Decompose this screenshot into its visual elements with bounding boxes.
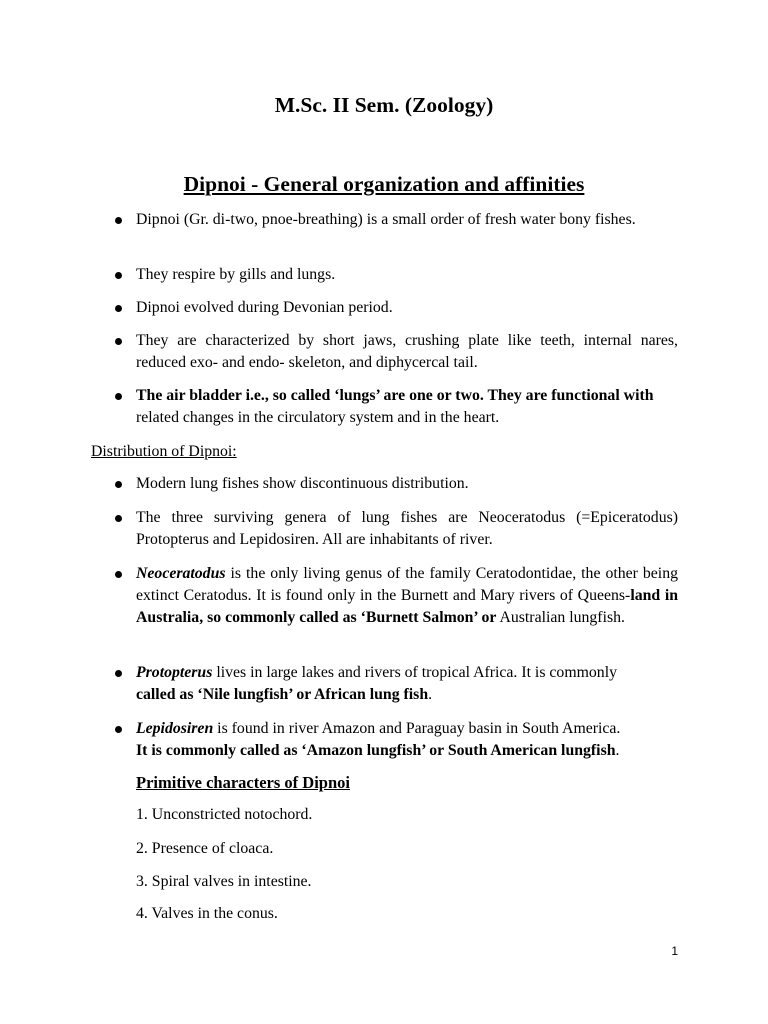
bullet-icon — [115, 571, 122, 578]
bullet-bold-text: It is commonly called as ‘Amazon lungfish’ or South American lungfish — [136, 742, 616, 759]
bullet-text: lives in large lakes and rivers of tropical Africa. It is commonly — [212, 664, 617, 681]
list-item — [136, 264, 678, 286]
bullet-icon — [115, 305, 122, 312]
bullet-text: They are characterized by short jaws, crushing plate like teeth, internal nares, reduced exo- and endo- skeleton, and diphycercal tail. — [136, 332, 678, 371]
genus-name: Protopterus — [136, 664, 213, 681]
list-item — [136, 385, 678, 429]
bullet-text: . — [428, 686, 433, 703]
bullet-text: Modern lung fishes show discontinuous distribution. — [136, 475, 469, 492]
bullet-text: Dipnoi evolved during Devonian period. — [136, 299, 393, 316]
bullet-bold-text: land in Australia, so commonly called as ‘Burnett Salmon’ or — [136, 587, 678, 626]
bullet-icon — [115, 338, 122, 345]
bullet-text: is the only living genus of the family Ceratodontidae, the other being extinct Ceratodus. It is found only in the Burnett and Mary rivers of Queens- — [136, 565, 678, 604]
bullet-bold-text: called as ‘Nile lungfish’ or African lung fish — [136, 686, 429, 703]
document-title: Dipnoi - General organization and affinities — [183, 172, 585, 196]
bullet-text: . — [615, 742, 620, 759]
bullet-icon — [115, 481, 122, 488]
bullet-bold-text-cont: . They are functional with — [479, 387, 654, 404]
list-item — [136, 662, 678, 706]
bullet-icon — [115, 515, 122, 522]
list-item — [136, 297, 678, 319]
list-item — [136, 473, 678, 495]
list-item — [136, 507, 678, 551]
bullet-icon — [115, 726, 122, 733]
bullet-bold-text: The air bladder i.e., so called ‘lungs’ are one or two — [136, 387, 480, 404]
section-heading-distribution: Distribution of Dipnoi: — [91, 443, 237, 460]
page-number: 1 — [671, 944, 678, 958]
list-item — [136, 718, 678, 762]
list-item — [136, 563, 678, 629]
section-heading-primitive: Primitive characters of Dipnoi — [136, 773, 350, 792]
numbered-item: 2. Presence of cloaca. — [136, 840, 274, 857]
bullet-icon — [115, 272, 122, 279]
bullet-icon — [115, 217, 122, 224]
bullet-icon — [115, 670, 122, 677]
bullet-text: They respire by gills and lungs. — [136, 266, 336, 283]
numbered-item: 4. Valves in the conus. — [136, 905, 278, 922]
list-item — [136, 330, 678, 374]
genus-name: Lepidosiren — [136, 720, 214, 737]
bullet-icon — [115, 393, 122, 400]
bullet-text: Australian lungfish. — [499, 609, 625, 626]
bullet-text: related changes in the circulatory system and in the heart. — [136, 409, 500, 426]
bullet-text: is found in river Amazon and Paraguay basin in South America. — [213, 720, 621, 737]
genus-name: Neoceratodus — [136, 565, 226, 582]
bullet-text: Dipnoi (Gr. di-two, pnoe-breathing) is a small order of fresh water bony fishes. — [136, 211, 636, 228]
course-title: M.Sc. II Sem. (Zoology) — [274, 93, 494, 117]
numbered-item: 1. Unconstricted notochord. — [136, 806, 313, 823]
numbered-item: 3. Spiral valves in intestine. — [136, 873, 312, 890]
bullet-text: The three surviving genera of lung fishes are Neoceratodus (=Epiceratodus) Protopterus and Lepidosiren. All are inhabitants of river. — [136, 509, 678, 548]
list-item — [136, 209, 678, 231]
